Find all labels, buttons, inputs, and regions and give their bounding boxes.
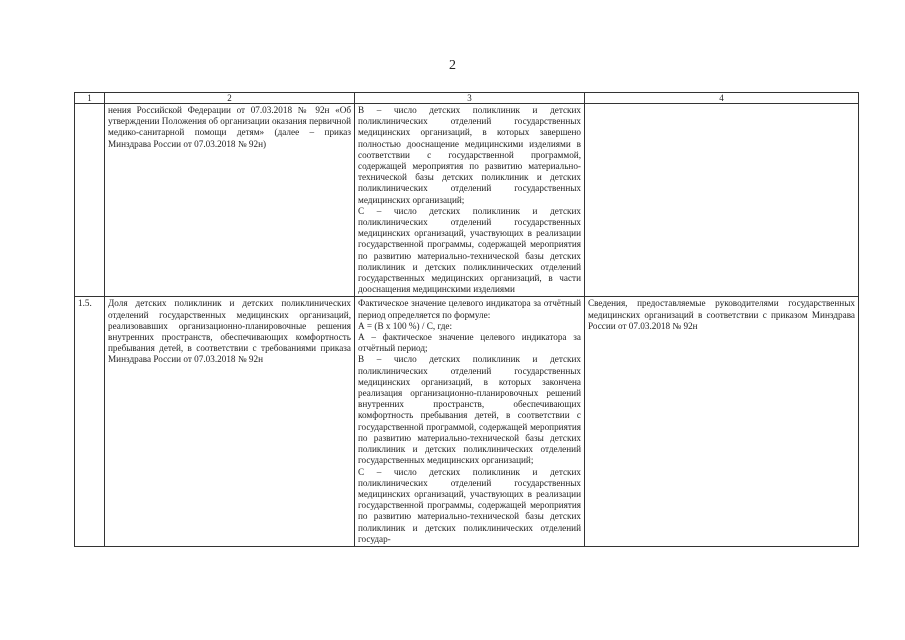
method-paragraph: Фактическое значение целевого индикатора за отчётный период определяется по формуле: (358, 298, 581, 320)
table-row (75, 297, 859, 546)
indicator-table (74, 92, 859, 547)
indicator-name: нения Российской Федерации от 07.03.2018 № 92н «Об утверждении Положения об организации оказания первичной медико-санитарной помощи детям» (далее – приказ Минздрава России от 07.03.2018 № 92н) (105, 104, 355, 297)
indicator-name: Доля детских поликлиник и детских поликлинических отделений государственных медицинских организаций, реализовавших организационно-планировочные решения внутренних пространств, обеспечивающих комфортность пребывания детей, в соответствии с требованиями приказа Минздрава России от 07.03.2018 № 92н (105, 297, 355, 546)
method-paragraph: В – число детских поликлиник и детских поликлинических отделений государственных медицинских организаций, в которых завершено полностью дооснащение медицинскими изделиями в соответствии с государственной программой, содержащей мероприятия по развитию материально-технической базы детских поликлиник и детских поликлинических отделений государственных медицинских организаций; (358, 105, 581, 205)
row-number (75, 104, 105, 297)
data-source (585, 104, 859, 297)
table-row (75, 104, 859, 297)
method-paragraph: С – число детских поликлиник и детских поликлинических отделений государственных медицинских организаций, участвующих в реализации государственной программы, содержащей мероприятия по развитию материально-технической базы детских поликлиник и детских поликлинических отделений государ- (358, 466, 581, 544)
method-paragraph: В – число детских поликлиник и детских поликлинических отделений государственных медицинских организаций, в которых закончена реализация организационно-планировочных решений внутренних пространств, обеспечивающих комфортность пребывания детей, в соответствии с государственной программой, содержащей мероприятия по развитию материально-технической базы детских поликлиник и детских поликлинических отделений государственных медицинских организаций; (358, 354, 581, 466)
header-cell-2: 2 (105, 93, 355, 104)
table-header-row (75, 93, 859, 104)
method-formula: А = (В х 100 %) / С, где: (358, 320, 453, 331)
data-source: Сведения, предоставляемые руководителями государственных медицинских организаций в соответствии с приказом Минздрава России от 07.03.2018 № 92н (585, 297, 859, 546)
header-cell-1: 1 (75, 93, 105, 104)
header-cell-4: 4 (585, 93, 859, 104)
calculation-method (355, 104, 585, 297)
page-number: 2 (449, 58, 456, 73)
calculation-method (355, 297, 585, 546)
method-paragraph: А – фактическое значение целевого индикатора за отчётный период; (358, 332, 581, 354)
row-number: 1.5. (75, 297, 105, 546)
header-cell-3: 3 (355, 93, 585, 104)
method-paragraph: С – число детских поликлиник и детских поликлинических отделений государственных медицинских организаций, участвующих в реализации государственной программы, содержащей мероприятия по развитию материально-технической базы детских поликлиник и детских поликлинических отделений государственных медицинских организаций, в части дооснащения медицинскими изделиями (358, 205, 581, 295)
